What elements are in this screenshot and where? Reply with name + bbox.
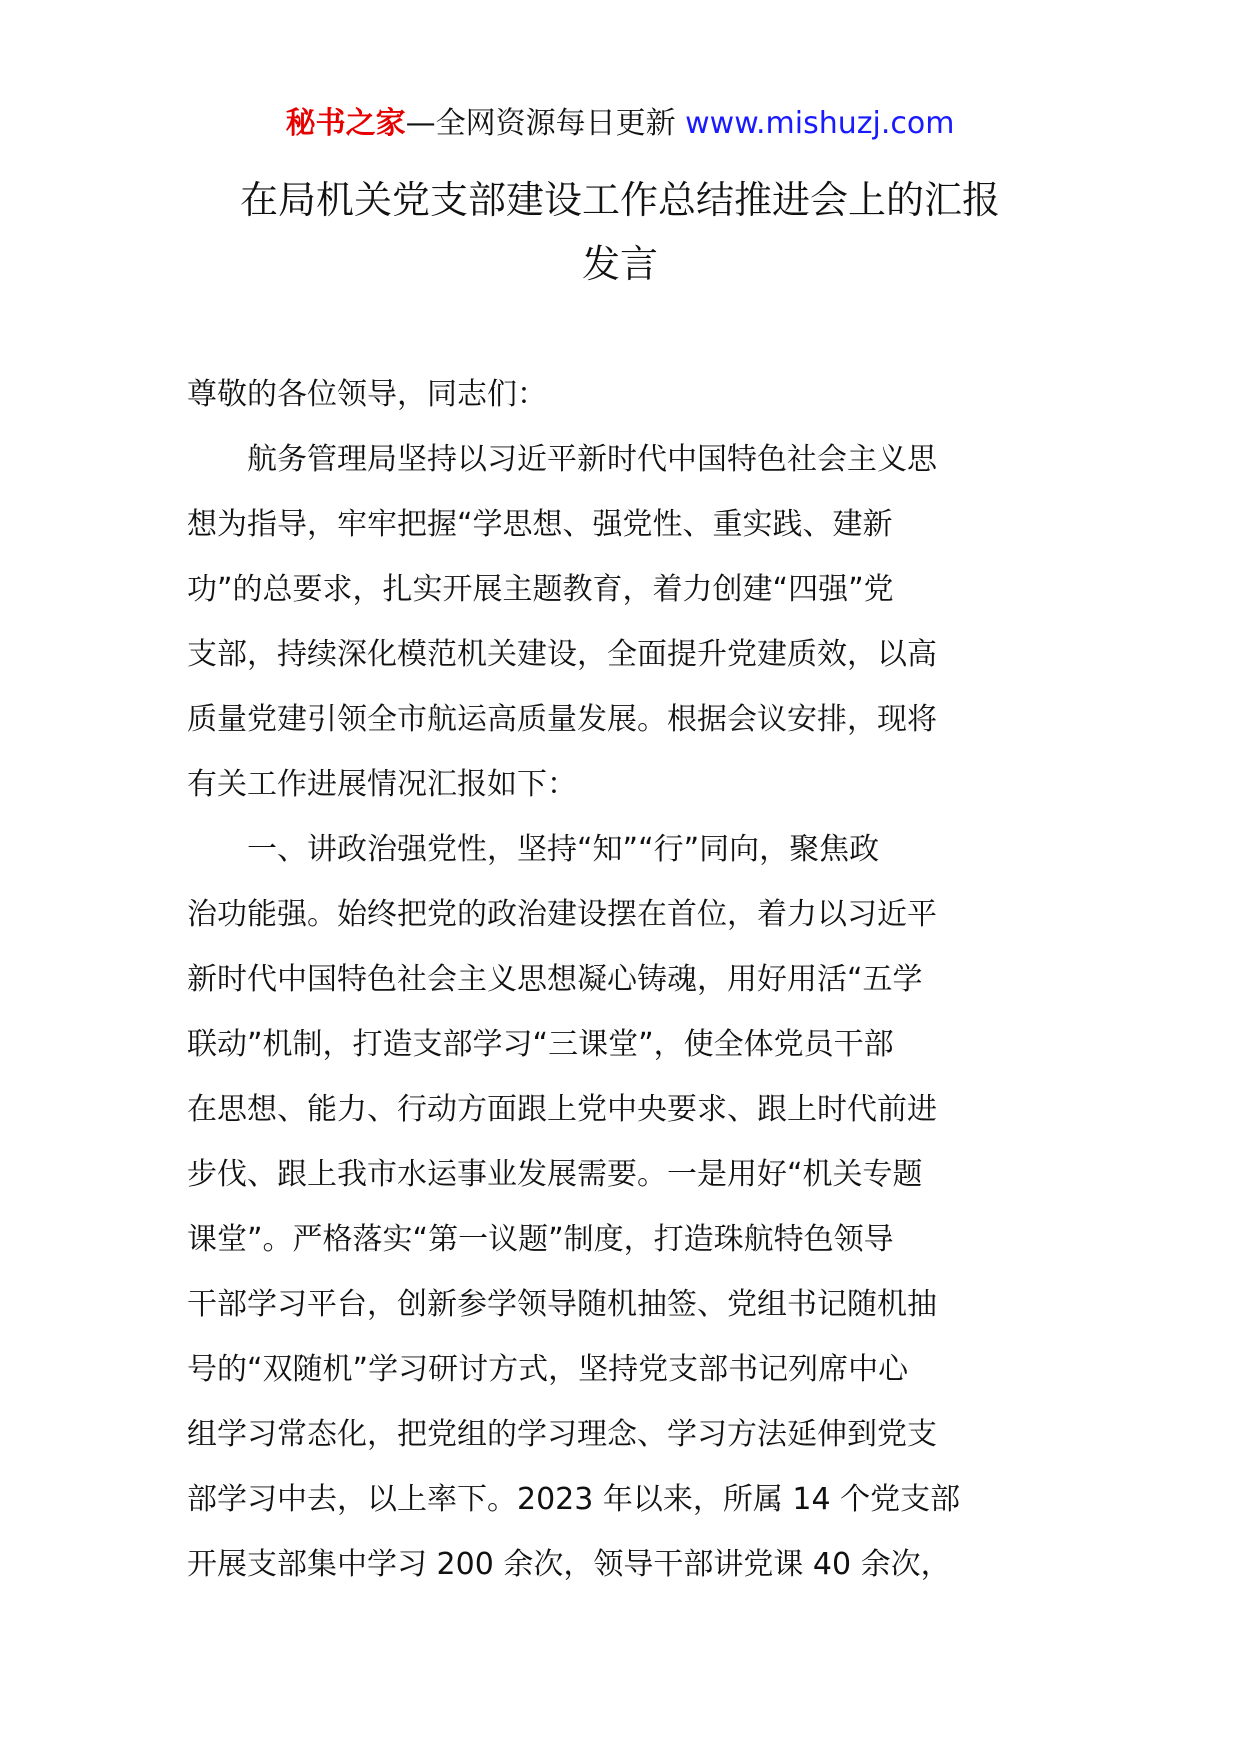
- paragraph-line: 课堂”。严格落实“第一议题”制度，打造珠航特色领导: [187, 1222, 894, 1257]
- paragraph-line: 航务管理局坚持以习近平新时代中国特色社会主义思: [247, 442, 937, 477]
- salutation: 尊敬的各位领导，同志们：: [187, 377, 547, 412]
- paragraph-line: 号的“双随机”学习研讨方式，坚持党支部书记列席中心: [187, 1352, 909, 1387]
- paragraph-line: 组学习常态化，把党组的学习理念、学习方法延伸到党支: [187, 1417, 937, 1452]
- site-banner: [0, 104, 1240, 144]
- paragraph-line: 新时代中国特色社会主义思想凝心铸魂，用好用活“五学: [187, 962, 923, 997]
- banner-tagline: —全网资源每日更新: [405, 106, 686, 141]
- paragraph-line: 治功能强。始终把党的政治建设摆在首位，着力以习近平: [187, 897, 937, 932]
- document-title: [150, 168, 1090, 296]
- paragraph-line: 部学习中去，以上率下。2023 年以来，所属 14 个党支部: [187, 1482, 961, 1517]
- paragraph-line: 质量党建引领全市航运高质量发展。根据会议安排，现将: [187, 702, 937, 737]
- paragraph-line: 支部，持续深化模范机关建设，全面提升党建质效，以高: [187, 637, 937, 672]
- paragraph-line: 有关工作进展情况汇报如下：: [187, 767, 577, 802]
- paragraph-line: 干部学习平台，创新参学领导随机抽签、党组书记随机抽: [187, 1287, 937, 1322]
- brand-name: 秘书之家: [285, 106, 406, 141]
- document-body: [187, 362, 1057, 1597]
- paragraph-line: 功”的总要求，扎实开展主题教育，着力创建“四强”党: [187, 572, 894, 607]
- section-heading-line: 一、讲政治强党性，坚持“知”“行”同向，聚焦政: [247, 832, 880, 867]
- site-url-link[interactable]: www.mishuzj.com: [685, 106, 955, 141]
- title-line: 发言: [581, 242, 658, 286]
- paragraph-line: 步伐、跟上我市水运事业发展需要。一是用好“机关专题: [187, 1157, 923, 1192]
- title-line: 在局机关党支部建设工作总结推进会上的汇报: [239, 178, 1000, 222]
- paragraph-line: 想为指导，牢牢把握“学思想、强党性、重实践、建新: [187, 507, 893, 542]
- paragraph-line: 在思想、能力、行动方面跟上党中央要求、跟上时代前进: [187, 1092, 937, 1127]
- paragraph-line: 联动”机制，打造支部学习“三课堂”，使全体党员干部: [187, 1027, 894, 1062]
- paragraph-line: 开展支部集中学习 200 余次，领导干部讲党课 40 余次，: [187, 1547, 951, 1582]
